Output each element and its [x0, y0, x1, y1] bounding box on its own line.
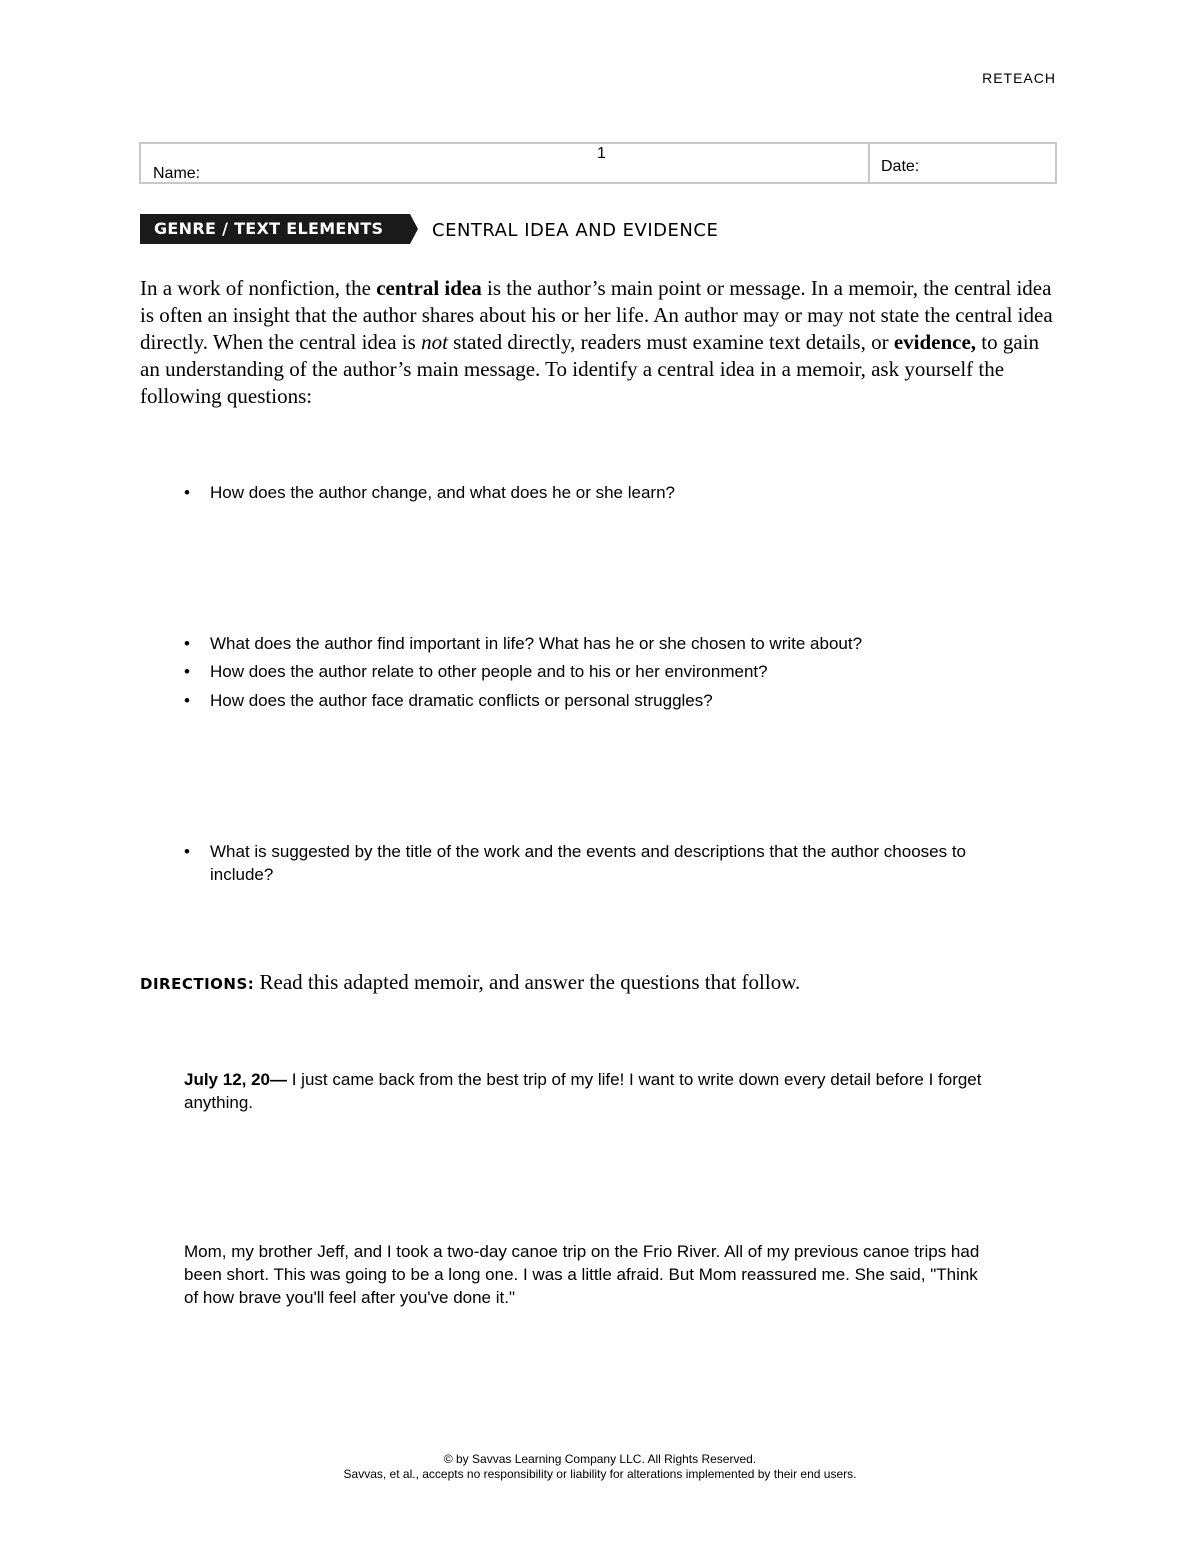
bullet-text: How does the author face dramatic conflicts or personal struggles?: [210, 691, 713, 710]
intro-text: stated directly, readers must examine text details, or: [447, 330, 894, 354]
date-label: Date:: [881, 158, 920, 175]
passage-paragraph-2: Mom, my brother Jeff, and I took a two-day canoe trip on the Frio River. All of my previous canoe trips had been short. This was going to be a long one. I was a little afraid. But Mom reassured me. She said, "Think of how brave you'll feel after you've done it.": [184, 1242, 980, 1307]
term-central-idea: central idea: [376, 276, 482, 300]
name-date-divider: [868, 144, 870, 182]
page-number: 1: [597, 145, 606, 162]
name-label: Name:: [153, 165, 201, 182]
directions: [140, 970, 800, 995]
bullet-icon: •: [184, 662, 190, 681]
bullet-text: What does the author find important in life? What has he or she chosen to write about?: [210, 634, 863, 653]
directions-label: DIRECTIONS:: [140, 975, 255, 993]
intro-text: In a work of nonfiction, the: [140, 276, 377, 300]
list-item: [184, 632, 984, 655]
bullet-icon: •: [184, 842, 190, 861]
directions-text: Read this adapted memoir, and answer the questions that follow.: [254, 970, 801, 994]
bullet-icon: •: [184, 634, 190, 653]
name-date-box: [139, 142, 1057, 184]
intro-text: is the author’s main point or message. In a memoir, the central idea is often an insight that the author shares about his or her life. An author may or may not state the central idea directly. When the central idea is: [140, 276, 1053, 354]
intro-text: to gain an understanding of the author’s main message. To identify a central idea in a memoir, ask yourself the following questions:: [140, 330, 1040, 408]
list-item: [184, 481, 984, 504]
passage-text: I just came back from the best trip of my life! I want to write down every detail before I forget anything.: [184, 1070, 982, 1112]
bullet-text: How does the author relate to other people and to his or her environment?: [210, 662, 768, 681]
bullet-text: What is suggested by the title of the work and the events and descriptions that the author chooses to include?: [210, 842, 967, 884]
list-item: [184, 660, 984, 683]
bullet-text: How does the author change, and what does he or she learn?: [210, 483, 675, 502]
emphasis-not: not: [421, 330, 448, 354]
passage-paragraph-1: [184, 1068, 984, 1114]
genre-tag: GENRE / TEXT ELEMENTS: [140, 214, 410, 244]
genre-tag-arrow: [410, 214, 418, 244]
footer-disclaimer: Savvas, et al., accepts no responsibility or liability for alterations implemented by their end users.: [343, 1467, 857, 1481]
bullet-icon: •: [184, 691, 190, 710]
term-evidence: evidence,: [893, 330, 977, 354]
section-title: CENTRAL IDEA AND EVIDENCE: [432, 220, 719, 241]
list-item: [184, 689, 984, 712]
bullet-icon: •: [184, 483, 190, 502]
reteach-label: RETEACH: [982, 70, 1056, 86]
list-item: [184, 840, 984, 886]
footer-copyright: © by Savvas Learning Company LLC. All Rights Reserved.: [443, 1452, 757, 1466]
passage-date: July 12, 20—: [184, 1070, 288, 1089]
intro-paragraph: [140, 275, 1060, 410]
